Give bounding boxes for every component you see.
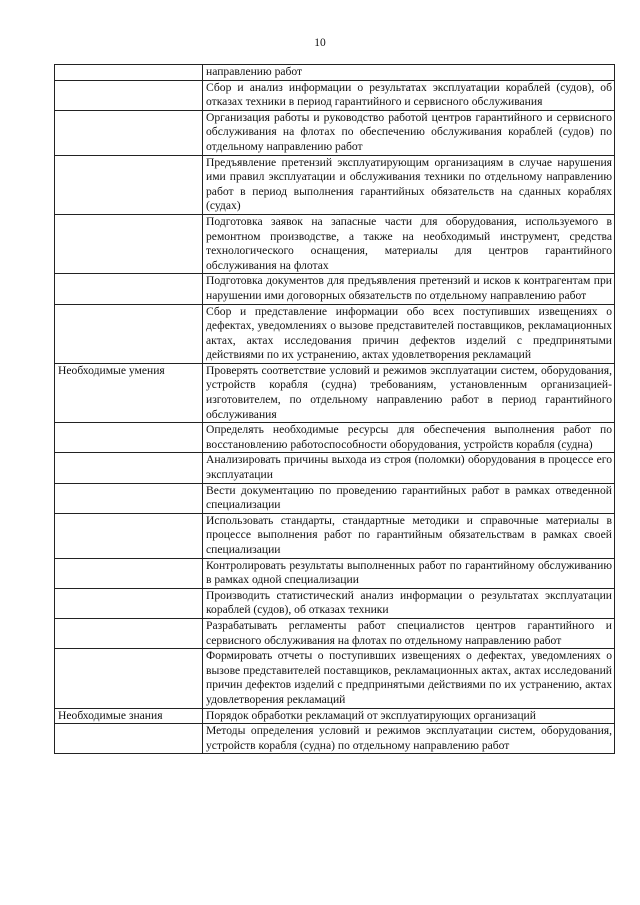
row-label (55, 80, 203, 110)
table-row (55, 558, 615, 588)
row-text: Сбор и анализ информации о результатах эксплуатации кораблей (судов), об отказах техники в период гарантийного и сервисного обслуживания (203, 80, 615, 110)
section-label-knowledge: Необходимые знания (55, 708, 203, 724)
row-text: Контролировать результаты выполненных работ по гарантийному обслуживанию в рамках одной специализации (203, 558, 615, 588)
row-label (55, 513, 203, 558)
table-row (55, 363, 615, 422)
table-row (55, 649, 615, 708)
table-row (55, 274, 615, 304)
table-row (55, 65, 615, 81)
row-label (55, 618, 203, 648)
row-label (55, 724, 203, 754)
table-row (55, 453, 615, 483)
row-text: направлению работ (203, 65, 615, 81)
row-label (55, 423, 203, 453)
row-text: Определять необходимые ресурсы для обеспечения выполнения работ по восстановлению работоспособности оборудования, устройств корабля (судна) (203, 423, 615, 453)
row-text: Проверять соответствие условий и режимов эксплуатации систем, оборудования, устройств корабля (судна) требованиям, установленным организацией-изготовителем, по отдельному направлению работ в период гарантийного обслуживания (203, 363, 615, 422)
row-text: Методы определения условий и режимов эксплуатации систем, оборудования, устройств корабля (судна) по отдельному направлению работ (203, 724, 615, 754)
row-text: Использовать стандарты, стандартные методики и справочные материалы в процессе выполнения работ по гарантийным обязательствам в рамках своей специализации (203, 513, 615, 558)
table-row (55, 155, 615, 214)
row-text: Сбор и представление информации обо всех поступивших извещениях о дефектах, уведомлениях о вызове представителей поставщиков, рекламационных актах, актах исследования причин дефектов изделий с предпринятыми действиями по их устранению, актах удовлетворения рекламаций (203, 304, 615, 363)
row-text: Разрабатывать регламенты работ специалистов центров гарантийного и сервисного обслуживания на флотах по отдельному направлению работ (203, 618, 615, 648)
section-label-skills: Необходимые умения (55, 363, 203, 422)
row-text: Формировать отчеты о поступивших извещениях о дефектах, уведомлениях о вызове представителей поставщиков, рекламационных актах, актах исследований причин дефектов изделий с предпринятыми действиями по их устранению, актах удовлетворения рекламаций (203, 649, 615, 708)
row-label (55, 274, 203, 304)
row-label (55, 453, 203, 483)
table-row (55, 708, 615, 724)
row-label (55, 588, 203, 618)
table-row (55, 618, 615, 648)
row-text: Организация работы и руководство работой центров гарантийного и сервисного обслуживания на флотах по обеспечению обслуживания кораблей (судов) по отдельному направлению работ (203, 110, 615, 155)
row-label (55, 110, 203, 155)
row-text: Порядок обработки рекламаций от эксплуатирующих организаций (203, 708, 615, 724)
row-text: Производить статистический анализ информации о результатах эксплуатации кораблей (судов), об отказах техники (203, 588, 615, 618)
row-text: Вести документацию по проведению гарантийных работ в рамках отведенной специализации (203, 483, 615, 513)
row-label (55, 558, 203, 588)
row-text: Предъявление претензий эксплуатирующим организациям в случае нарушения ими правил эксплуатации и обслуживания техники по отдельному направлению работ в период выполнения гарантийных обязательств на сданных кораблях (судах) (203, 155, 615, 214)
row-label (55, 155, 203, 214)
table-row (55, 214, 615, 273)
row-label (55, 483, 203, 513)
row-label (55, 214, 203, 273)
table-row (55, 110, 615, 155)
table-row (55, 423, 615, 453)
table-row (55, 588, 615, 618)
page-number: 10 (314, 37, 326, 49)
row-text: Подготовка заявок на запасные части для оборудования, используемого в ремонтном производстве, а также на необходимый инструмент, средства технологического оснащения, материалы для центров гарантийного обслуживания на флотах (203, 214, 615, 273)
competency-table (54, 64, 615, 754)
table-row (55, 724, 615, 754)
table-row (55, 483, 615, 513)
table-row (55, 80, 615, 110)
row-label (55, 65, 203, 81)
table-row (55, 304, 615, 363)
row-text: Анализировать причины выхода из строя (поломки) оборудования в процессе его эксплуатации (203, 453, 615, 483)
row-label (55, 649, 203, 708)
row-label (55, 304, 203, 363)
table-row (55, 513, 615, 558)
row-text: Подготовка документов для предъявления претензий и исков к контрагентам при нарушении ими договорных обязательств по отдельному направлению работ (203, 274, 615, 304)
